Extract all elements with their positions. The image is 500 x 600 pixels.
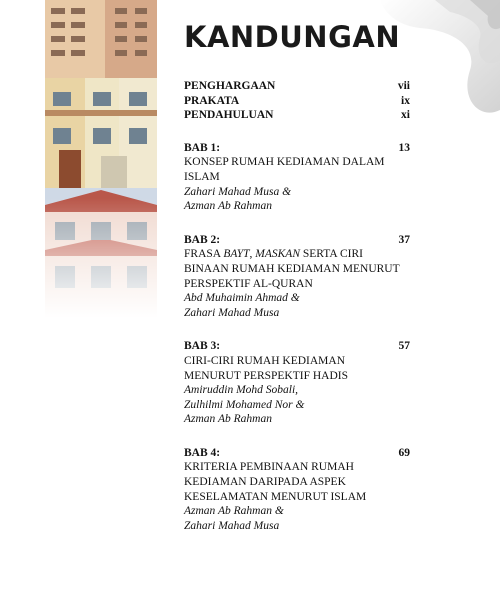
toc-chapter-4[interactable]: [184, 446, 410, 534]
chapter-title-line: KEDIAMAN DARIPADA ASPEK: [184, 476, 346, 489]
front-matter-list: [184, 79, 410, 123]
chapter-title-line: ISLAM: [184, 170, 220, 183]
chapter-page: 13: [398, 141, 410, 154]
toc-chapter-3[interactable]: [184, 339, 410, 427]
table-of-contents: [184, 79, 410, 552]
toc-entry-label: PRAKATA: [184, 94, 240, 107]
toc-entry-label: PENDAHULUAN: [184, 109, 274, 122]
chapter-author-line: Zahari Mahad Musa: [184, 306, 280, 319]
toc-chapter-2[interactable]: [184, 233, 410, 321]
toc-entry-prakata[interactable]: [184, 94, 410, 109]
housing-photo: [45, 0, 157, 318]
chapter-title-line: BINAAN RUMAH KEDIAMAN MENURUT: [184, 262, 400, 275]
chapter-page: 57: [398, 340, 410, 353]
chapter-title-line: PERSPEKTIF AL-QURAN: [184, 277, 313, 290]
chapter-number: BAB 1:: [184, 141, 221, 154]
chapter-number: BAB 3:: [184, 340, 221, 353]
chapter-title-line: MENURUT PERSPEKTIF HADIS: [184, 369, 349, 382]
chapter-author-line: Abd Muhaimin Ahmad &: [184, 292, 300, 305]
chapter-number: BAB 4:: [184, 446, 221, 459]
page-title: KANDUNGAN: [184, 20, 401, 54]
chapter-author-line: Azman Ab Rahman &: [184, 505, 284, 518]
toc-entry-penghargaan[interactable]: [184, 79, 410, 94]
toc-chapter-1[interactable]: [184, 141, 410, 214]
chapter-title-line: KESELAMATAN MENURUT ISLAM: [184, 490, 367, 503]
chapter-number: BAB 2:: [184, 233, 221, 246]
chapter-author-line: Zahari Mahad Musa: [184, 519, 280, 532]
chapter-title-line: KONSEP RUMAH KEDIAMAN DALAM: [184, 156, 385, 169]
chapter-author-line: Amiruddin Mohd Sobali,: [184, 384, 299, 397]
toc-entry-page: ix: [401, 94, 410, 107]
toc-entry-label: PENGHARGAAN: [184, 80, 276, 92]
toc-entry-pendahuluan[interactable]: [184, 108, 410, 123]
chapter-title-line: CIRI-CIRI RUMAH KEDIAMAN: [184, 354, 345, 367]
toc-entry-page: vii: [397, 80, 410, 92]
chapter-page: 69: [398, 446, 410, 459]
chapter-page: 37: [398, 233, 410, 246]
chapter-author-line: Azman Ab Rahman: [184, 200, 272, 213]
toc-entry-page: xi: [401, 109, 410, 122]
chapter-author-line: Zahari Mahad Musa &: [184, 185, 292, 198]
chapter-author-line: Azman Ab Rahman: [184, 413, 272, 426]
chapter-title-line: KRITERIA PEMBINAAN RUMAH: [184, 461, 354, 474]
chapter-title-line: FRASA BAYT, MASKAN SERTA CIRI: [184, 248, 363, 261]
chapter-author-line: Zulhilmi Mohamed Nor &: [184, 398, 305, 411]
